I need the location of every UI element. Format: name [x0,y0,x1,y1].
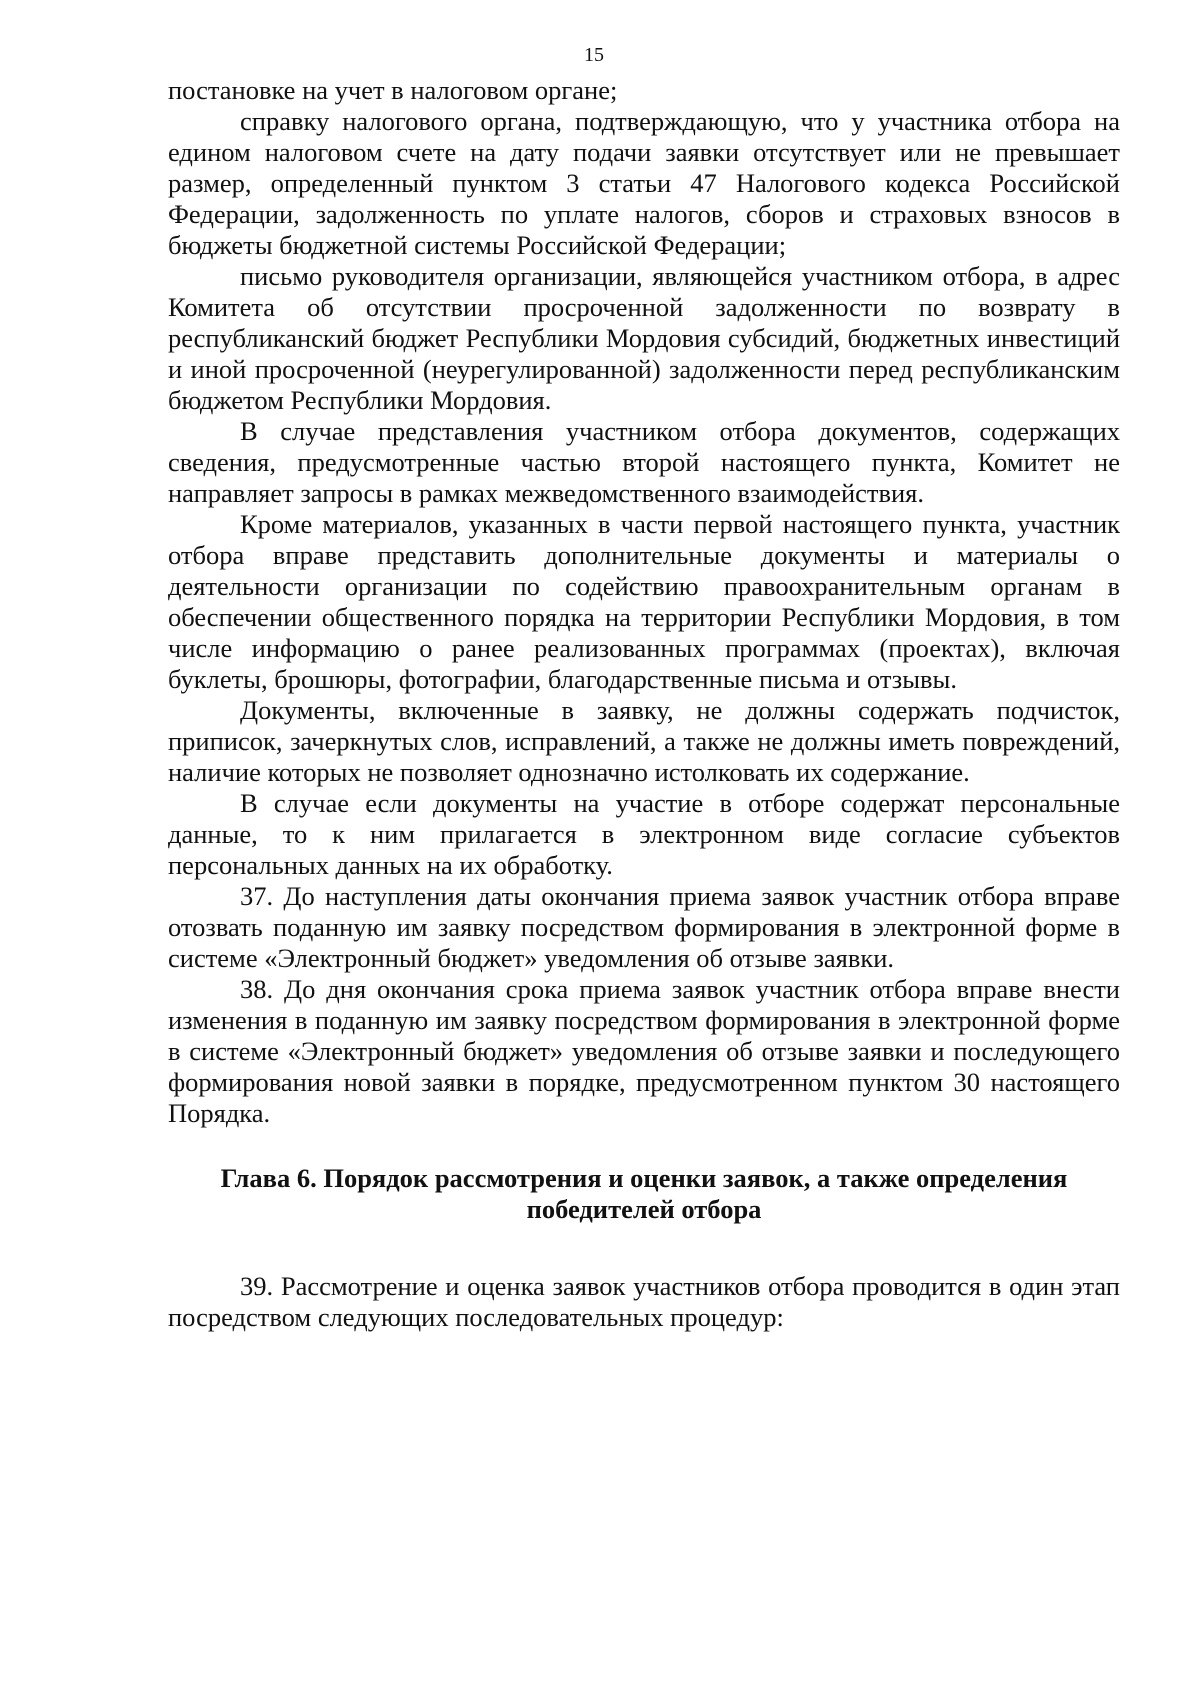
chapter-heading [168,1163,1120,1225]
paragraph-item-38: 38. До дня окончания срока приема заявок участник отбора вправе внести изменения в поданную им заявку посредством формирования в электронной форме в системе «Электронный бюджет» уведомления об отзыве заявки и последующего формирования новой заявки в порядке, предусмотренном пунктом 30 настоящего Порядка. [168,974,1120,1128]
page-number: 15 [584,44,604,66]
paragraph-item-39: 39. Рассмотрение и оценка заявок участников отбора проводится в один этап посредством следующих последовательных процедур: [168,1271,1120,1332]
paragraph: Кроме материалов, указанных в части первой настоящего пункта, участник отбора вправе представить дополнительные документы и материалы о деятельности организации по содействию правоохранительным органам в обеспечении общественного порядка на территории Республики Мордовия, в том числе информацию о ранее реализованных программах (проектах), включая буклеты, брошюры, фотографии, благодарственные письма и отзывы. [168,509,1120,694]
paragraph: В случае представления участником отбора документов, содержащих сведения, предусмотренные частью второй настоящего пункта, Комитет не направляет запросы в рамках межведомственного взаимодействия. [168,416,1120,508]
paragraph-item-37: 37. До наступления даты окончания приема заявок участник отбора вправе отозвать поданную им заявку посредством формирования в электронной форме в системе «Электронный бюджет» уведомления об отзыве заявки. [168,881,1120,973]
paragraph: постановке на учет в налоговом органе; [168,75,618,105]
document-body [168,75,1120,1333]
paragraph: В случае если документы на участие в отборе содержат персональные данные, то к ним прилагается в электронном виде согласие субъектов персональных данных на их обработку. [168,788,1120,880]
chapter-heading-line: Глава 6. Порядок рассмотрения и оценки заявок, а также определения [220,1163,1068,1193]
chapter-heading-line: победителей отбора [526,1194,762,1224]
paragraph: справку налогового органа, подтверждающую, что у участника отбора на едином налоговом счете на дату подачи заявки отсутствует или не превышает размер, определенный пунктом 3 статьи 47 Налогового кодекса Российской Федерации, задолженность по уплате налогов, сборов и страховых взносов в бюджеты бюджетной системы Российской Федерации; [168,106,1120,260]
paragraph: Документы, включенные в заявку, не должны содержать подчисток, приписок, зачеркнутых слов, исправлений, а также не должны иметь повреждений, наличие которых не позволяет однозначно истолковать их содержание. [168,695,1120,787]
paragraph: письмо руководителя организации, являющейся участником отбора, в адрес Комитета об отсутствии просроченной задолженности по возврату в республиканский бюджет Республики Мордовия субсидий, бюджетных инвестиций и иной просроченной (неурегулированной) задолженности перед республиканским бюджетом Республики Мордовия. [168,261,1120,415]
